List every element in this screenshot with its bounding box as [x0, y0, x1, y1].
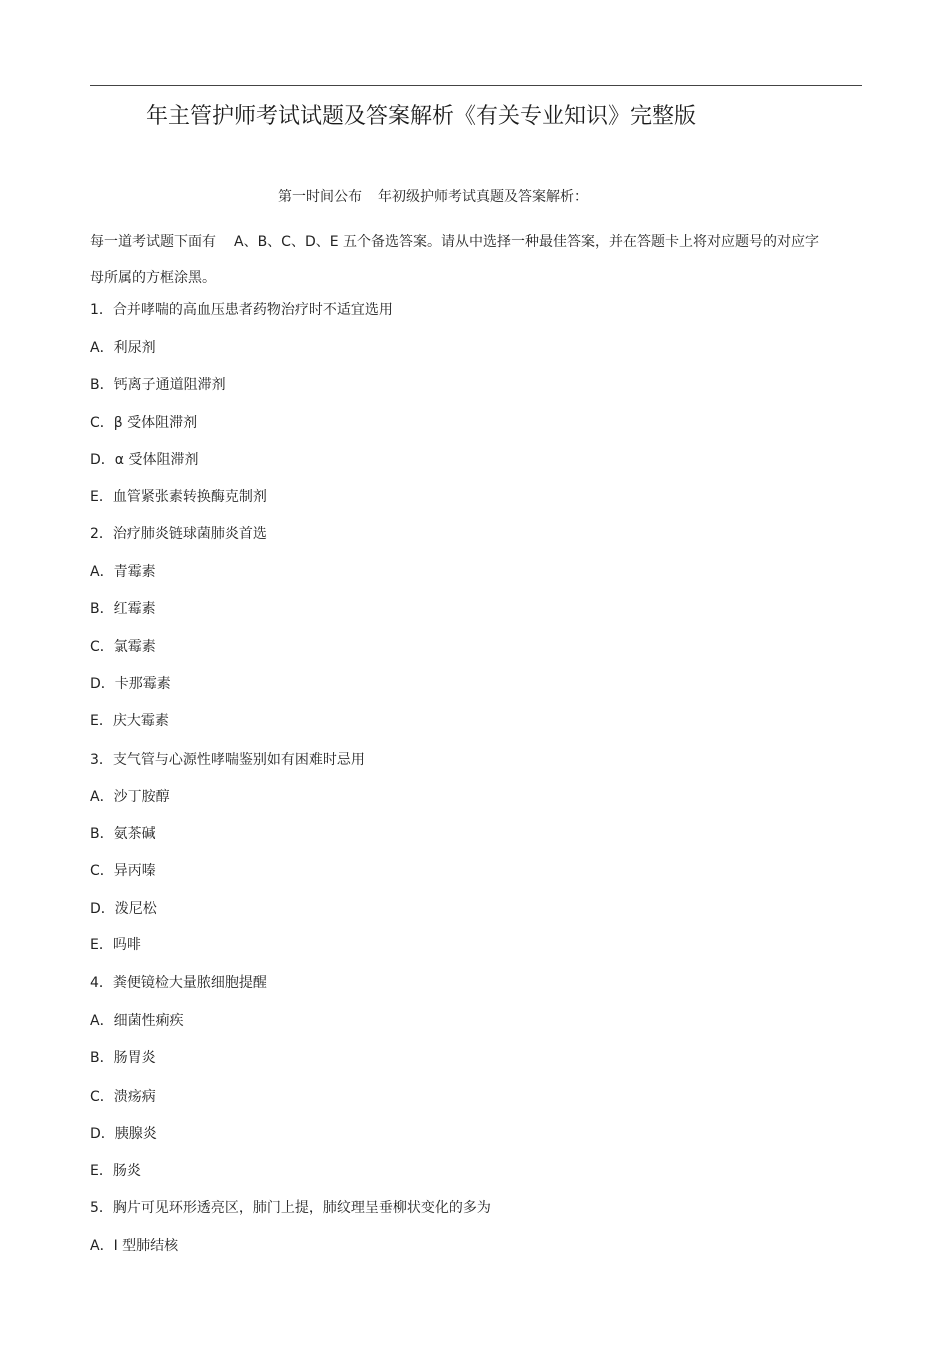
- answer-option: A．利尿剂: [90, 340, 156, 356]
- answer-option: E．肠炎: [90, 1163, 141, 1179]
- answer-option: B．钙离子通道阻滞剂: [90, 377, 226, 393]
- answer-option: D．卡那霉素: [90, 676, 171, 692]
- answer-option: A．Ⅰ 型肺结核: [90, 1238, 179, 1254]
- answer-option: B．红霉素: [90, 601, 156, 617]
- document-subtitle: [278, 186, 588, 208]
- answer-option: E．血管紧张素转换酶克制剂: [90, 489, 267, 505]
- answer-option: B．肠胃炎: [90, 1050, 156, 1066]
- answer-option: C．氯霉素: [90, 639, 156, 655]
- question-stem: 1．合并哮喘的高血压患者药物治疗时不适宜选用: [90, 302, 393, 318]
- answer-option: E．庆大霉素: [90, 713, 169, 729]
- answer-option: C．异丙嗪: [90, 863, 156, 879]
- answer-option: A．沙丁胺醇: [90, 789, 170, 805]
- answer-option: A．青霉素: [90, 564, 156, 580]
- top-divider: [90, 85, 862, 86]
- instructions-paragraph: [90, 224, 830, 296]
- document-title: 年主管护师考试试题及答案解析《有关专业知识》完整版: [146, 104, 697, 129]
- question-stem: 5．胸片可见环形透亮区，肺门上提，肺纹理呈垂柳状变化的多为: [90, 1200, 491, 1216]
- answer-option: A．细菌性痢疾: [90, 1013, 184, 1029]
- answer-option: D．泼尼松: [90, 901, 157, 917]
- instructions-part2: A、B、C、D、E 五个备选答案。请从中选择一种最佳答案，并在答题卡上将对应题号的对应字母所属的方框涂黑。: [90, 234, 820, 286]
- answer-option: E．吗啡: [90, 937, 141, 953]
- answer-option: C．溃疡病: [90, 1089, 156, 1105]
- answer-option: D．α 受体阻滞剂: [90, 452, 199, 468]
- answer-option: D．胰腺炎: [90, 1126, 157, 1142]
- instructions-part1: 每一道考试题下面有: [90, 234, 216, 250]
- question-stem: 4．粪便镜检大量脓细胞提醒: [90, 975, 267, 991]
- answer-option: C．β 受体阻滞剂: [90, 415, 198, 431]
- question-stem: 3．支气管与心源性哮喘鉴别如有困难时忌用: [90, 752, 365, 768]
- subtitle-right: 年初级护师考试真题及答案解析：: [378, 189, 588, 205]
- answer-option: B．氨茶碱: [90, 826, 156, 842]
- question-stem: 2．治疗肺炎链球菌肺炎首选: [90, 526, 267, 542]
- subtitle-left: 第一时间公布: [278, 189, 362, 205]
